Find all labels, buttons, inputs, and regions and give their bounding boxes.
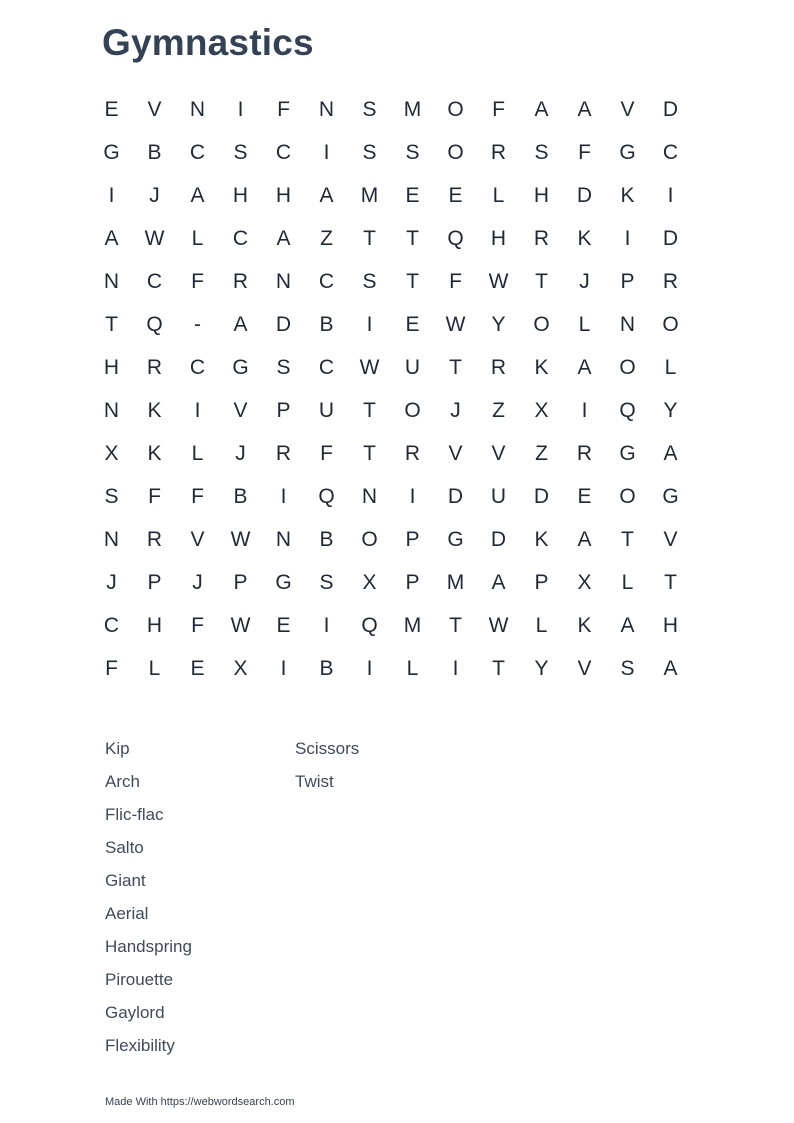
grid-letter: R bbox=[146, 355, 163, 379]
grid-letter: R bbox=[576, 441, 593, 465]
grid-letter: A bbox=[663, 441, 678, 465]
grid-letter: H bbox=[232, 183, 249, 207]
grid-letter: R bbox=[232, 269, 249, 293]
grid-letter: U bbox=[404, 355, 421, 379]
word-list-item: Kip bbox=[105, 739, 130, 758]
grid-letter: A bbox=[104, 226, 119, 250]
grid-letter: I bbox=[323, 613, 330, 637]
grid-letter: S bbox=[276, 355, 291, 379]
grid-letter: B bbox=[233, 484, 248, 508]
grid-letter: V bbox=[491, 441, 506, 465]
grid-letter: J bbox=[192, 570, 203, 594]
grid-letter: G bbox=[232, 355, 249, 379]
letter-grid bbox=[90, 88, 692, 690]
grid-letter: E bbox=[405, 312, 420, 336]
grid-letter: O bbox=[662, 312, 679, 336]
grid-letter: - bbox=[194, 312, 201, 336]
grid-letter: P bbox=[405, 527, 420, 551]
grid-letter: J bbox=[106, 570, 117, 594]
grid-letter: S bbox=[233, 140, 248, 164]
grid-letter: Q bbox=[447, 226, 464, 250]
grid-letter: V bbox=[448, 441, 463, 465]
grid-letter: F bbox=[578, 140, 591, 164]
grid-letter: F bbox=[148, 484, 161, 508]
word-list-item: Arch bbox=[105, 772, 140, 791]
grid-letter: B bbox=[319, 656, 334, 680]
footer-credit: Made With https://webwordsearch.com bbox=[105, 1096, 295, 1108]
grid-letter: W bbox=[230, 613, 251, 637]
grid-letter: N bbox=[275, 269, 292, 293]
grid-letter: K bbox=[577, 613, 592, 637]
grid-letter: O bbox=[447, 97, 464, 121]
grid-letter: D bbox=[576, 183, 593, 207]
grid-letter: R bbox=[533, 226, 550, 250]
grid-letter: G bbox=[662, 484, 679, 508]
grid-letter: K bbox=[577, 226, 592, 250]
grid-letter: P bbox=[276, 398, 291, 422]
grid-letter: O bbox=[361, 527, 378, 551]
grid-letter: D bbox=[490, 527, 507, 551]
grid-letter: T bbox=[621, 527, 634, 551]
word-list-item: Twist bbox=[295, 772, 334, 791]
grid-letter: Q bbox=[619, 398, 636, 422]
grid-letter: A bbox=[577, 355, 592, 379]
grid-letter: L bbox=[191, 441, 204, 465]
grid-letter: S bbox=[362, 97, 377, 121]
grid-letter: N bbox=[103, 527, 120, 551]
grid-letter: W bbox=[359, 355, 380, 379]
grid-letter: Y bbox=[491, 312, 506, 336]
grid-letter: G bbox=[619, 140, 636, 164]
grid-letter: D bbox=[662, 97, 679, 121]
grid-letter: Q bbox=[361, 613, 378, 637]
grid-letter: M bbox=[403, 613, 422, 637]
grid-letter: N bbox=[189, 97, 206, 121]
grid-letter: L bbox=[406, 656, 419, 680]
grid-letter: Y bbox=[534, 656, 549, 680]
grid-letter: Q bbox=[318, 484, 335, 508]
grid-letter: L bbox=[535, 613, 548, 637]
grid-letter: R bbox=[662, 269, 679, 293]
grid-letter: P bbox=[620, 269, 635, 293]
grid-letter: G bbox=[619, 441, 636, 465]
grid-letter: C bbox=[189, 140, 206, 164]
grid-letter: R bbox=[404, 441, 421, 465]
grid-letter: C bbox=[189, 355, 206, 379]
grid-letter: S bbox=[362, 269, 377, 293]
grid-letter: I bbox=[194, 398, 201, 422]
grid-letter: I bbox=[237, 97, 244, 121]
grid-letter: C bbox=[232, 226, 249, 250]
grid-letter: X bbox=[534, 398, 549, 422]
grid-letter: F bbox=[449, 269, 462, 293]
word-list bbox=[105, 736, 485, 1066]
grid-letter: C bbox=[146, 269, 163, 293]
grid-letter: H bbox=[533, 183, 550, 207]
grid-letter: C bbox=[318, 269, 335, 293]
grid-letter: E bbox=[104, 97, 119, 121]
grid-letter: X bbox=[104, 441, 119, 465]
grid-letter: T bbox=[406, 269, 419, 293]
grid-letter: U bbox=[318, 398, 335, 422]
grid-letter: N bbox=[103, 269, 120, 293]
grid-letter: C bbox=[275, 140, 292, 164]
grid-letter: I bbox=[366, 312, 373, 336]
grid-letter: G bbox=[447, 527, 464, 551]
grid-letter: T bbox=[535, 269, 548, 293]
grid-letter: V bbox=[147, 97, 162, 121]
grid-letter: E bbox=[577, 484, 592, 508]
grid-letter: N bbox=[275, 527, 292, 551]
grid-letter: P bbox=[147, 570, 162, 594]
grid-letter: T bbox=[664, 570, 677, 594]
grid-letter: A bbox=[577, 527, 592, 551]
grid-letter: R bbox=[490, 140, 507, 164]
grid-letter: F bbox=[105, 656, 118, 680]
grid-letter: J bbox=[450, 398, 461, 422]
grid-letter: I bbox=[452, 656, 459, 680]
grid-letter: J bbox=[579, 269, 590, 293]
grid-letter: D bbox=[533, 484, 550, 508]
word-list-item: Scissors bbox=[295, 739, 360, 758]
grid-letter: L bbox=[148, 656, 161, 680]
grid-letter: I bbox=[280, 484, 287, 508]
grid-letter: F bbox=[320, 441, 333, 465]
grid-letter: V bbox=[233, 398, 248, 422]
grid-letter: G bbox=[275, 570, 292, 594]
grid-letter: M bbox=[403, 97, 422, 121]
grid-letter: S bbox=[405, 140, 420, 164]
grid-letter: M bbox=[360, 183, 379, 207]
grid-letter: J bbox=[149, 183, 160, 207]
grid-letter: R bbox=[146, 527, 163, 551]
grid-letter: R bbox=[490, 355, 507, 379]
grid-letter: V bbox=[620, 97, 635, 121]
grid-letter: H bbox=[490, 226, 507, 250]
grid-letter: D bbox=[447, 484, 464, 508]
grid-letter: Z bbox=[535, 441, 548, 465]
grid-letter: F bbox=[191, 613, 204, 637]
grid-letter: A bbox=[319, 183, 334, 207]
grid-letter: I bbox=[409, 484, 416, 508]
grid-letter: X bbox=[233, 656, 248, 680]
grid-letter: O bbox=[619, 355, 636, 379]
word-list-item: Salto bbox=[105, 838, 144, 857]
grid-letter: U bbox=[490, 484, 507, 508]
grid-letter: N bbox=[103, 398, 120, 422]
grid-letter: C bbox=[318, 355, 335, 379]
grid-letter: P bbox=[233, 570, 248, 594]
grid-letter: S bbox=[319, 570, 334, 594]
grid-letter: K bbox=[147, 441, 162, 465]
grid-letter: I bbox=[624, 226, 631, 250]
grid-letter: H bbox=[103, 355, 120, 379]
page-title: Gymnastics bbox=[102, 22, 314, 63]
grid-letter: A bbox=[620, 613, 635, 637]
grid-letter: B bbox=[319, 312, 334, 336]
grid-letter: A bbox=[233, 312, 248, 336]
grid-letter: M bbox=[446, 570, 465, 594]
grid-letter: V bbox=[663, 527, 678, 551]
grid-letter: W bbox=[488, 613, 509, 637]
grid-letter: E bbox=[190, 656, 205, 680]
grid-letter: K bbox=[147, 398, 162, 422]
grid-letter: I bbox=[323, 140, 330, 164]
grid-letter: B bbox=[147, 140, 162, 164]
grid-letter: D bbox=[662, 226, 679, 250]
grid-letter: K bbox=[620, 183, 635, 207]
grid-letter: F bbox=[191, 484, 204, 508]
grid-letter: H bbox=[275, 183, 292, 207]
grid-letter: L bbox=[664, 355, 677, 379]
grid-letter: T bbox=[449, 355, 462, 379]
grid-letter: F bbox=[277, 97, 290, 121]
grid-letter: C bbox=[662, 140, 679, 164]
grid-letter: O bbox=[447, 140, 464, 164]
grid-letter: P bbox=[534, 570, 549, 594]
grid-letter: X bbox=[577, 570, 592, 594]
grid-letter: A bbox=[491, 570, 506, 594]
grid-letter: F bbox=[191, 269, 204, 293]
grid-letter: W bbox=[488, 269, 509, 293]
grid-letter: N bbox=[318, 97, 335, 121]
grid-letter: K bbox=[534, 527, 549, 551]
grid-letter: I bbox=[366, 656, 373, 680]
grid-letter: L bbox=[578, 312, 591, 336]
grid-letter: O bbox=[404, 398, 421, 422]
grid-letter: N bbox=[361, 484, 378, 508]
grid-letter: T bbox=[363, 398, 376, 422]
grid-letter: T bbox=[363, 226, 376, 250]
grid-letter: E bbox=[448, 183, 463, 207]
grid-letter: J bbox=[235, 441, 246, 465]
word-list-item: Pirouette bbox=[105, 970, 174, 989]
word-list-item: Aerial bbox=[105, 904, 149, 923]
word-list-item: Giant bbox=[105, 871, 146, 890]
grid-letter: H bbox=[662, 613, 679, 637]
grid-letter: A bbox=[577, 97, 592, 121]
grid-letter: D bbox=[275, 312, 292, 336]
grid-letter: A bbox=[276, 226, 291, 250]
grid-letter: F bbox=[492, 97, 505, 121]
grid-letter: I bbox=[667, 183, 674, 207]
grid-letter: Z bbox=[320, 226, 333, 250]
grid-letter: L bbox=[621, 570, 634, 594]
grid-letter: N bbox=[619, 312, 636, 336]
grid-letter: T bbox=[492, 656, 505, 680]
grid-letter: I bbox=[108, 183, 115, 207]
grid-letter: T bbox=[363, 441, 376, 465]
grid-letter: V bbox=[190, 527, 205, 551]
grid-letter: E bbox=[276, 613, 291, 637]
grid-letter: C bbox=[103, 613, 120, 637]
grid-letter: Y bbox=[663, 398, 678, 422]
grid-letter: A bbox=[663, 656, 678, 680]
grid-letter: E bbox=[405, 183, 420, 207]
grid-letter: B bbox=[319, 527, 334, 551]
grid-letter: S bbox=[104, 484, 119, 508]
grid-letter: H bbox=[146, 613, 163, 637]
grid-letter: Z bbox=[492, 398, 505, 422]
grid-letter: W bbox=[445, 312, 466, 336]
grid-letter: L bbox=[191, 226, 204, 250]
grid-letter: I bbox=[280, 656, 287, 680]
grid-letter: S bbox=[534, 140, 549, 164]
grid-letter: W bbox=[144, 226, 165, 250]
grid-letter: P bbox=[405, 570, 420, 594]
grid-letter: R bbox=[275, 441, 292, 465]
word-list-item: Gaylord bbox=[105, 1003, 165, 1022]
grid-letter: T bbox=[406, 226, 419, 250]
word-list-item: Handspring bbox=[105, 937, 192, 956]
grid-letter: O bbox=[619, 484, 636, 508]
word-list-item: Flexibility bbox=[105, 1036, 175, 1055]
grid-letter: G bbox=[103, 140, 120, 164]
word-list-item: Flic-flac bbox=[105, 805, 164, 824]
grid-letter: O bbox=[533, 312, 550, 336]
grid-letter: T bbox=[449, 613, 462, 637]
grid-letter: S bbox=[362, 140, 377, 164]
grid-letter: X bbox=[362, 570, 377, 594]
grid-letter: K bbox=[534, 355, 549, 379]
grid-letter: A bbox=[534, 97, 549, 121]
grid-letter: L bbox=[492, 183, 505, 207]
grid-letter: W bbox=[230, 527, 251, 551]
grid-letter: I bbox=[581, 398, 588, 422]
grid-letter: S bbox=[620, 656, 635, 680]
grid-letter: V bbox=[577, 656, 592, 680]
grid-letter: Q bbox=[146, 312, 163, 336]
grid-letter: T bbox=[105, 312, 118, 336]
grid-letter: A bbox=[190, 183, 205, 207]
